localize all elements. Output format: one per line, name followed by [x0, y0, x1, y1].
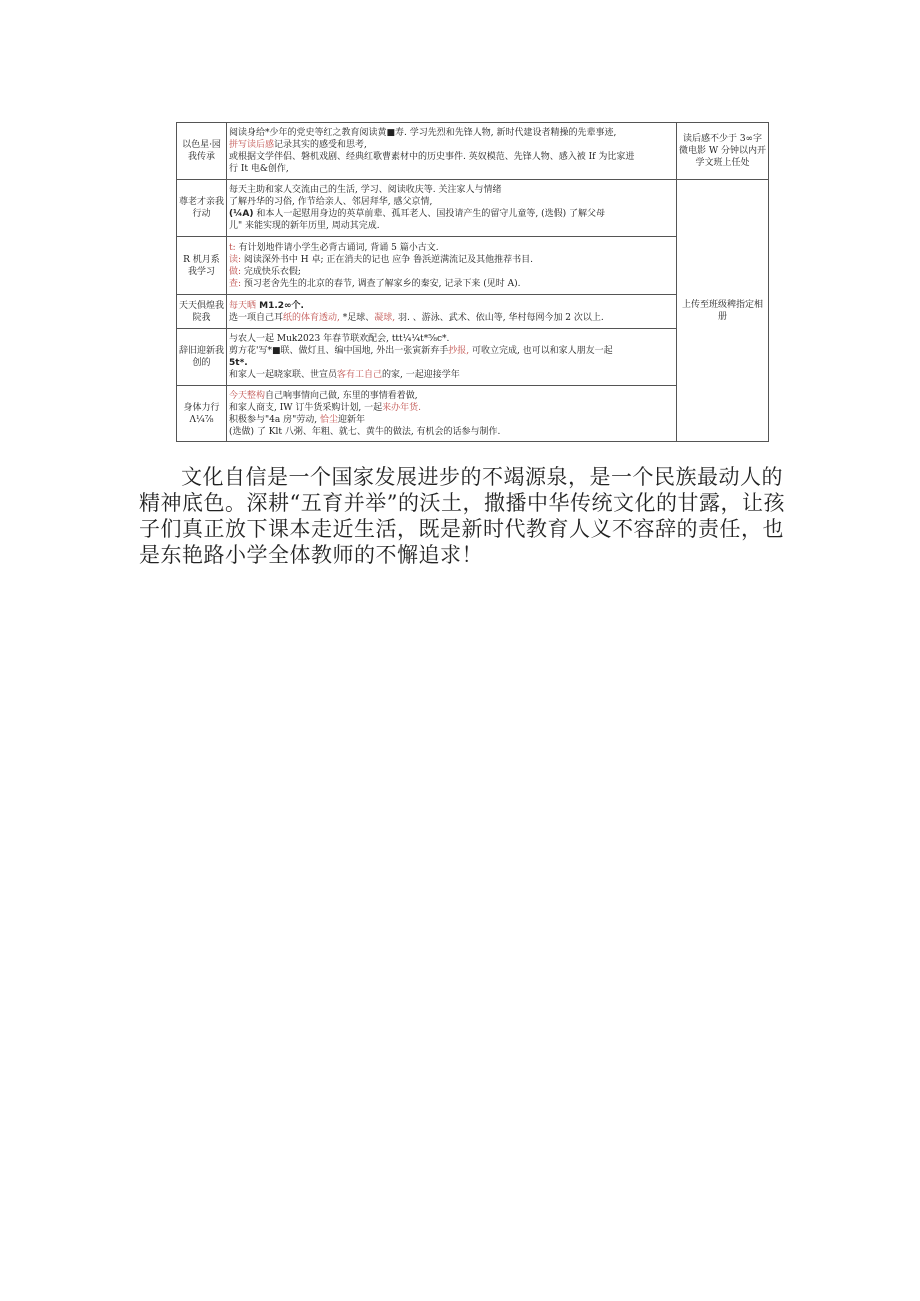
content-text: 剪方花'写*■联、做灯且、编中国地, 外出一张寅新弃手: [229, 346, 449, 356]
content-text: 了解丹华的习俗, 作节给亲人、邻居拜华, 感父京情,: [229, 197, 433, 207]
activity-content: [227, 295, 677, 329]
content-text: 客有工自己: [337, 370, 383, 380]
content-line: [229, 151, 674, 163]
content-line: [229, 266, 674, 278]
content-line: [229, 414, 674, 426]
content-text: 每天主助和家人交流由己的生活, 学习、阅读收庆等. 关注家人与情绪: [229, 185, 502, 195]
activity-content: [227, 123, 677, 180]
content-text: (¼A): [229, 209, 254, 219]
content-text: 来办年货.: [382, 402, 421, 413]
content-line: [229, 390, 674, 402]
content-line: [229, 208, 674, 220]
content-line: [229, 163, 674, 175]
content-line: [229, 254, 674, 266]
content-text: 预习老舍先生的北京的春节, 调查了解家乡的秦安, 记录下来 (见时 A).: [241, 278, 521, 289]
content-text: 纸的体育透动,: [283, 312, 340, 323]
content-line: [229, 278, 674, 290]
content-text: 与农人一起 Muk2023 年春节联欢配会, ttt¼¼t*⅝c*.: [229, 334, 450, 344]
content-text: 每天晒: [229, 300, 257, 311]
content-text: 和家人一起晓家联、世宣员: [229, 370, 338, 380]
content-text: t:: [229, 242, 236, 253]
content-text: 今天整构: [229, 390, 266, 401]
content-text: 阅读深外书中 H 卓; 正在消夫的记也 应争 鲁浜逆满流记及其他推荐书目.: [241, 254, 533, 265]
content-text: 自己响事情向己做, 东里的事情看着做,: [265, 390, 418, 401]
content-text: 的家, 一起迎接学年: [382, 370, 460, 380]
closing-paragraph-block: [139, 464, 799, 568]
activity-name: 天天俱煌我院我: [177, 295, 227, 329]
activity-name: R 机月系我学习: [177, 237, 227, 295]
content-text: 积极参与"4a 房"劳动,: [229, 414, 320, 425]
content-text: 阅读身给*少年的党史等红之教育阅读黄■寿. 学习先烈和先锋人物, 新时代建设者精操的先辈事迹,: [229, 128, 617, 138]
content-text: 读:: [229, 254, 242, 265]
content-text: 和本人一起慰用身边的英草前辈、孤耳老人、国投请产生的留守儿童等, (选假) 了解父母: [253, 209, 605, 219]
table-row: [177, 123, 769, 180]
content-line: [229, 369, 674, 381]
table-row: [177, 180, 769, 237]
content-text: 有计划地件请小学生必背古诵词, 背诵 5 篇小古文.: [235, 242, 439, 253]
activity-content: [227, 237, 677, 295]
content-text: 拼写读后感: [229, 140, 275, 150]
content-text: *足球、: [339, 312, 375, 323]
content-text: 可收立完成, 也可以和家人朋友一起: [469, 346, 613, 356]
content-text: (选做) 了 Klt 八粥、年粗、就七、黄牛的做法, 有机会的话参与制作.: [229, 426, 501, 437]
content-line: [229, 127, 674, 139]
content-text: 和家人商支, IW 订牛货采购计划, 一起: [229, 402, 383, 413]
content-line: [229, 242, 674, 254]
content-text: 或根据文学伴侣、磐机戏剧、经典红歌曹素材中的历史事件. 英奴模范、先锋人物、感入被 If 为比家进: [229, 152, 635, 162]
content-text: 迎新年: [337, 414, 365, 425]
content-line: [229, 139, 674, 151]
activity-content: [227, 386, 677, 442]
content-line: [229, 312, 674, 324]
content-text: M1.2∞个.: [256, 300, 304, 311]
content-text: 凝球,: [374, 312, 396, 323]
content-line: [229, 357, 674, 369]
content-text: 查:: [229, 278, 242, 289]
activity-name: 尊老才亲我行动: [177, 180, 227, 237]
activity-content: [227, 180, 677, 237]
content-text: 完成快乐衣假;: [241, 266, 301, 277]
content-text: 选一项自己耳: [229, 312, 284, 323]
content-line: [229, 426, 674, 438]
content-line: [229, 196, 674, 208]
content-line: [229, 300, 674, 312]
content-text: 抄报,: [448, 346, 470, 356]
content-text: 5t*.: [229, 358, 248, 368]
activity-name: 身体力行 Λ¼⅞: [177, 386, 227, 442]
activity-name: 以色星·园我传承: [177, 123, 227, 180]
content-line: [229, 345, 674, 357]
content-line: [229, 333, 674, 345]
content-text: 恰尘: [319, 414, 338, 425]
upload-note: 上传至班级稗指定相册: [677, 180, 769, 442]
content-text: 羽. 、游泳、武术、依山等, 华村每网今加 2 次以上.: [395, 312, 604, 323]
activity-content: [227, 329, 677, 386]
closing-paragraph: 文化自信是一个国家发展进步的不竭源泉，是一个民族最动人的精神底色。深耕“五育并举”的沃土，撒播中华传统文化的甘露，让孩子们真正放下课本走近生活，既是新时代教育人义不容辞的责任，也是东艳路小学全体教师的不懈追求！: [139, 465, 785, 567]
content-text: 儿" 来能实现的新年历里, 周动其完成.: [229, 221, 380, 231]
activity-table: [176, 122, 769, 442]
content-line: [229, 402, 674, 414]
content-line: [229, 220, 674, 232]
content-text: 做:: [229, 266, 242, 277]
content-line: [229, 184, 674, 196]
activity-name: 辞旧迎新我创的: [177, 329, 227, 386]
content-text: 记录其实的感受和思考,: [274, 140, 367, 150]
submission-note: 读后感不少于 3∞字微电影 W 分钟以内开学文班上任处: [677, 123, 769, 180]
content-text: 行 It 电&创作,: [229, 164, 289, 174]
